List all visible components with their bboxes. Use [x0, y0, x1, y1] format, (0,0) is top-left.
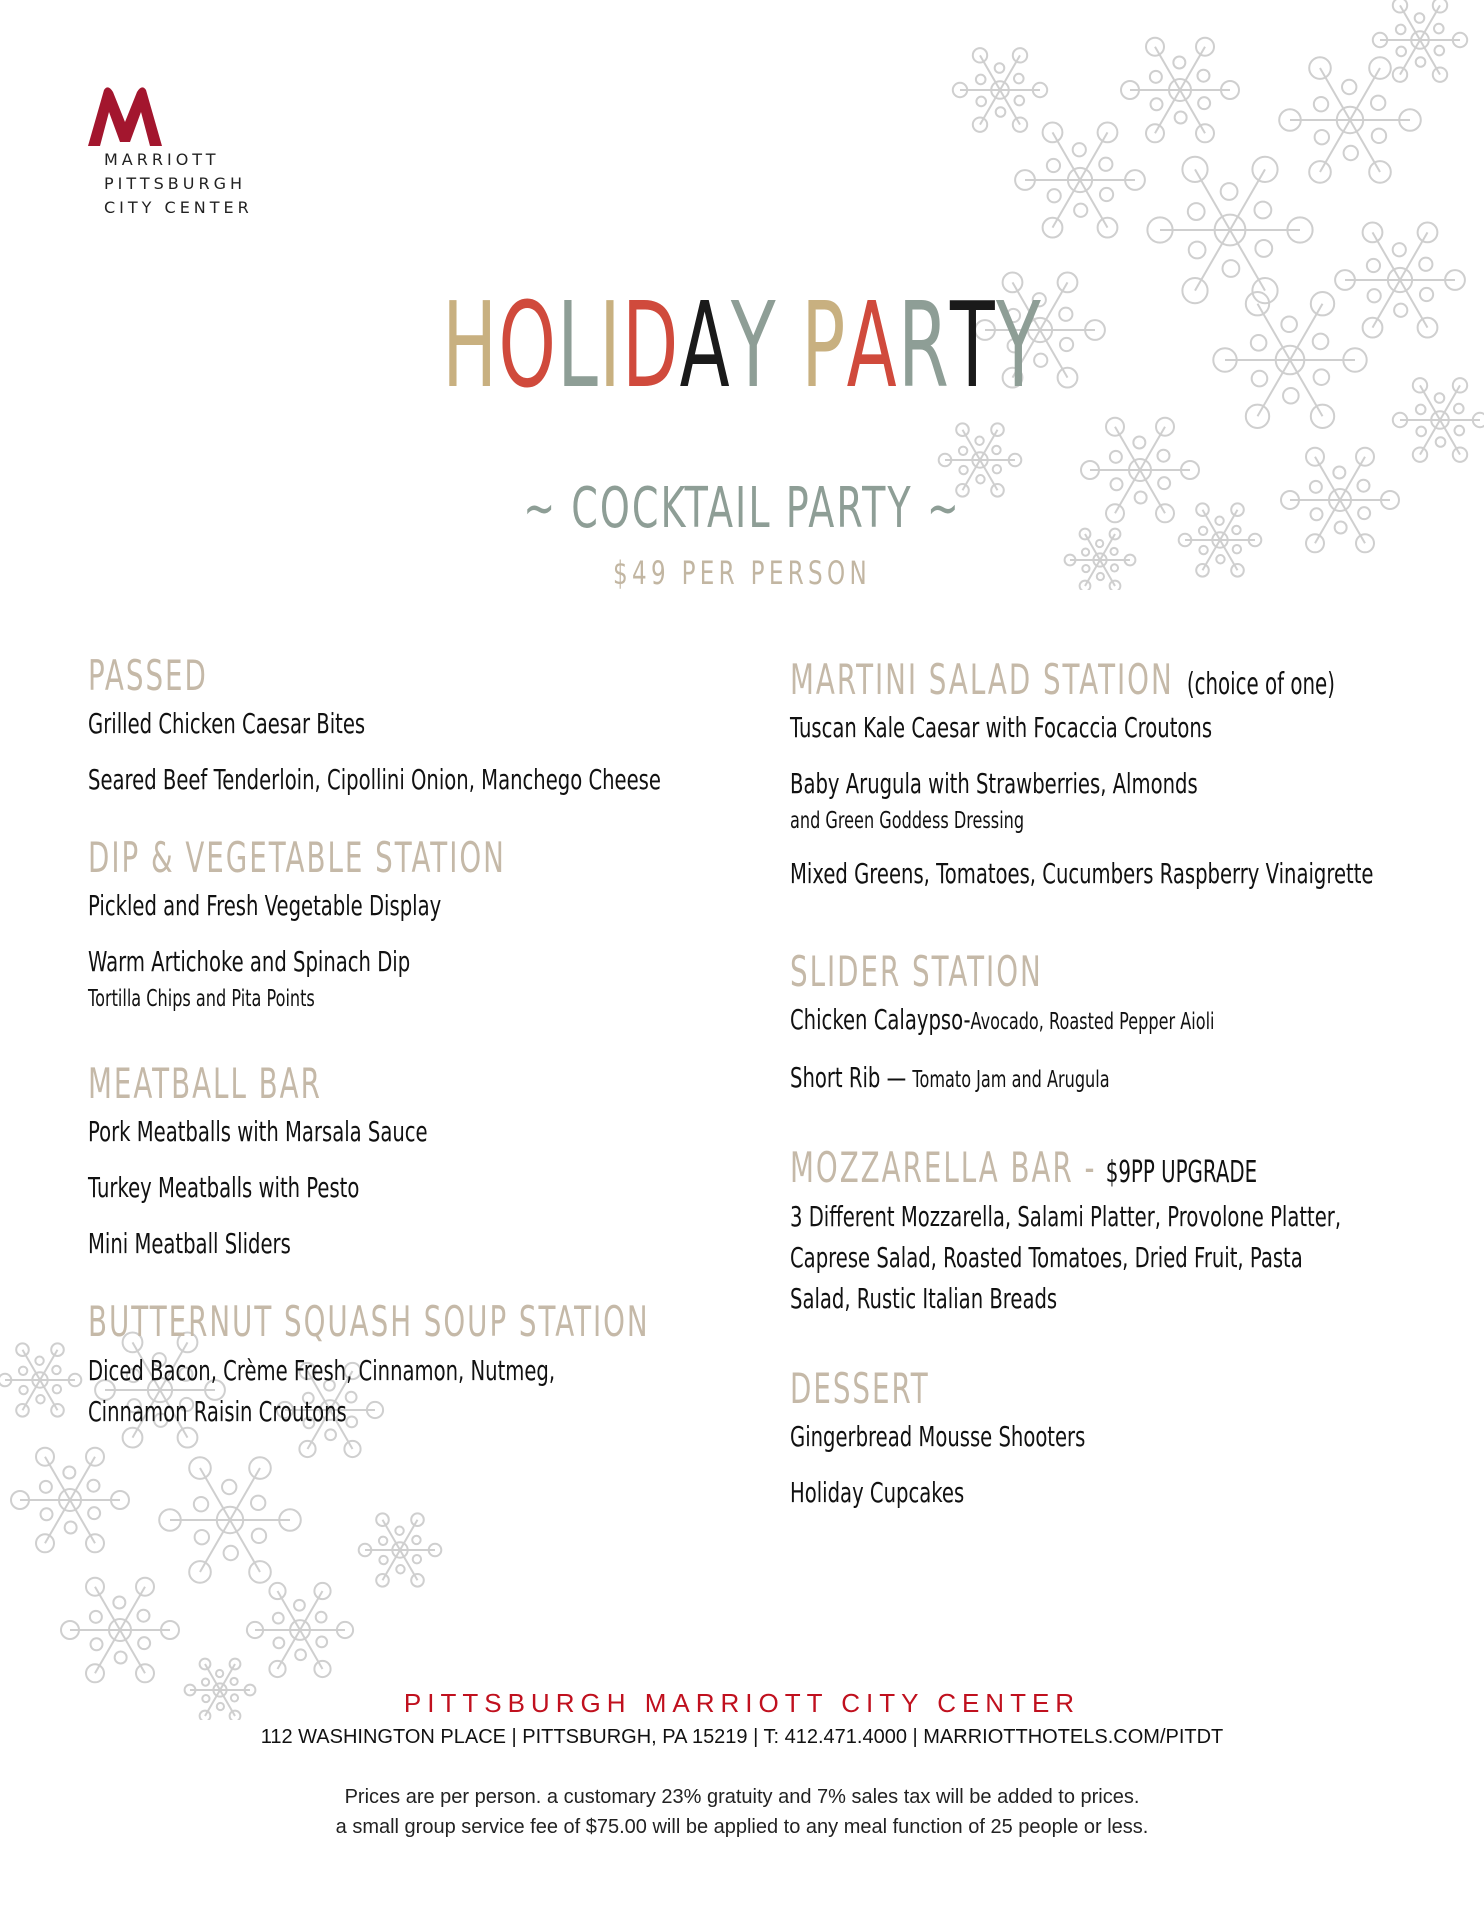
- section-dip-vegetable: [88, 830, 728, 1014]
- section-mozzarella-bar: [790, 1140, 1430, 1319]
- snowflake-icon: [1279, 57, 1421, 183]
- title-letter: I: [599, 276, 622, 414]
- marriott-m-logo-icon: [86, 86, 164, 148]
- menu-item-main: Chicken Calaypso-: [790, 1003, 971, 1036]
- logo-line-2: PITTSBURGH: [104, 174, 247, 193]
- snowflake-icon: [11, 1448, 129, 1553]
- section-dessert: [790, 1361, 1430, 1513]
- section-heading: DESSERT: [790, 1364, 930, 1413]
- section-passed: [88, 648, 728, 800]
- menu-right-column: [790, 648, 1430, 1537]
- menu-item: Mixed Greens, Tomatoes, Cucumbers Raspberry Vinaigrette: [790, 857, 1374, 890]
- snowflake-icon: [159, 1457, 301, 1583]
- menu-item-detail: Avocado, Roasted Pepper Aioli: [970, 1009, 1215, 1035]
- snowflake-icon: [953, 48, 1047, 132]
- snowflake-icon: [1213, 292, 1366, 428]
- marriott-logo: [86, 86, 296, 220]
- section-heading-row: [790, 652, 1424, 708]
- title-letter: T: [950, 276, 996, 414]
- logo-line-3: CITY CENTER: [104, 198, 253, 217]
- title-letter: O: [498, 276, 558, 414]
- menu-item: Tuscan Kale Caesar with Focaccia Croutons: [790, 711, 1213, 744]
- title-letter: Y: [995, 276, 1042, 414]
- footer-note-line-1: Prices are per person. a customary 23% gratuity and 7% sales tax will be added to prices.: [344, 1786, 1140, 1808]
- menu-item: Grilled Chicken Caesar Bites: [88, 707, 366, 740]
- snowflake-icon: [247, 1583, 353, 1677]
- section-heading: MEATBALL BAR: [88, 1059, 322, 1108]
- section-note: (choice of one): [1186, 667, 1335, 702]
- logo-line-1: MARRIOTT: [104, 150, 220, 169]
- menu-item: Pickled and Fresh Vegetable Display: [88, 889, 442, 922]
- title-letter: H: [442, 276, 499, 414]
- subtitle: ~ COCKTAIL PARTY ~: [523, 476, 961, 541]
- section-heading: MOZZARELLA BAR -: [790, 1143, 1097, 1192]
- section-heading-row: [790, 1140, 1424, 1196]
- upgrade-price: $9PP UPGRADE: [1105, 1155, 1258, 1190]
- section-heading: PASSED: [88, 651, 208, 700]
- footer-address: 112 WASHINGTON PLACE | PITTSBURGH, PA 15219 | T: 412.471.4000 | MARRIOTTHOTELS.COM/PITDT: [260, 1726, 1224, 1748]
- snowflake-icon: [1335, 222, 1465, 337]
- menu-item-text: 3 Different Mozzarella, Salami Platter, Provolone Platter, Caprese Salad, Roasted Tomatoes, Dried Fruit, Pasta Salad, Rustic Italian Breads: [790, 1200, 1342, 1315]
- footer-note-line-2: a small group service fee of $75.00 will be applied to any meal function of 25 people or less.: [335, 1816, 1149, 1838]
- title-letter: A: [679, 276, 731, 414]
- menu-item: Mini Meatball Sliders: [88, 1227, 291, 1260]
- menu-item: Holiday Cupcakes: [790, 1476, 965, 1509]
- menu-item-text: Diced Bacon, Crème Fresh, Cinnamon, Nutmeg, Cinnamon Raisin Croutons: [88, 1354, 556, 1428]
- menu-item: Turkey Meatballs with Pesto: [88, 1171, 360, 1204]
- snowflake-icon: [1281, 448, 1399, 553]
- title-letter: L: [557, 276, 600, 414]
- title-letter: P: [801, 276, 847, 414]
- title-letter: A: [846, 276, 898, 414]
- title-letter: R: [897, 276, 951, 414]
- menu-item: [790, 1000, 1431, 1042]
- footer-hotel-name: PITTSBURGH MARRIOTT CITY CENTER: [403, 1688, 1081, 1718]
- menu-item: [790, 1058, 1431, 1100]
- menu-item-detail: Tomato Jam and Arugula: [912, 1067, 1110, 1093]
- menu-item-main: Short Rib —: [790, 1061, 913, 1094]
- menu-item: Gingerbread Mousse Shooters: [790, 1420, 1086, 1453]
- menu-item: Warm Artichoke and Spinach Dip: [88, 945, 411, 978]
- section-meatball-bar: [88, 1056, 728, 1264]
- page-title: [282, 276, 1202, 414]
- snowflake-icon: [1015, 122, 1145, 237]
- snowflake-icon: [359, 1513, 442, 1586]
- section-martini-salad: [790, 652, 1430, 894]
- section-soup-station: [88, 1294, 728, 1432]
- menu-item-detail: Tortilla Chips and Pita Points: [88, 986, 315, 1012]
- menu-item: Baby Arugula with Strawberries, Almonds: [790, 767, 1198, 800]
- section-heading: MARTINI SALAD STATION: [790, 655, 1174, 704]
- price-per-person: $49 PER PERSON: [612, 554, 872, 592]
- menu-left-column: [88, 648, 728, 1456]
- snowflake-icon: [61, 1578, 179, 1683]
- section-heading: DIP & VEGETABLE STATION: [88, 833, 506, 882]
- section-heading: SLIDER STATION: [790, 947, 1043, 996]
- menu-item: Seared Beef Tenderloin, Cipollini Onion, Manchego Cheese: [88, 763, 661, 796]
- title-letter: [777, 280, 801, 410]
- title-letter: D: [621, 276, 680, 414]
- section-slider-station: [790, 944, 1430, 1100]
- menu-item-detail: and Green Goddess Dressing: [790, 808, 1025, 834]
- footer-note: [0, 1782, 1484, 1842]
- title-letter: Y: [730, 276, 777, 414]
- snowflake-icon: [1393, 378, 1484, 462]
- snowflake-icon: [0, 1343, 81, 1416]
- snowflake-icon: [1373, 0, 1467, 82]
- menu-item: Pork Meatballs with Marsala Sauce: [88, 1115, 428, 1148]
- snowflake-icon: [1121, 38, 1239, 143]
- section-heading: BUTTERNUT SQUASH SOUP STATION: [88, 1297, 650, 1346]
